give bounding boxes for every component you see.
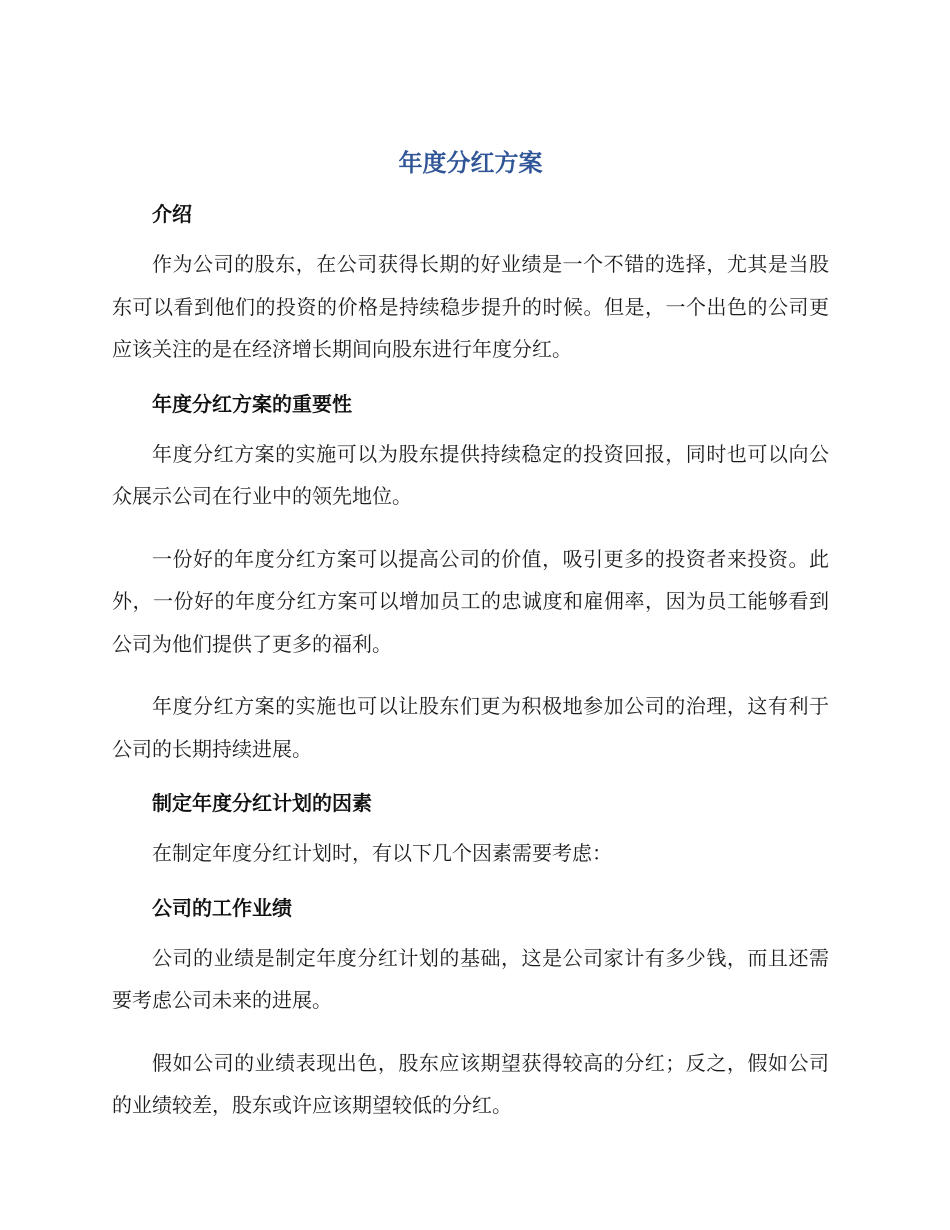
- section-heading-factors: 制定年度分红计划的因素: [152, 791, 372, 815]
- paragraph: 年度分红方案的实施也可以让股东们更为积极地参加公司的治理，这有利于公司的长期持续进展。: [112, 694, 829, 761]
- paragraph: 一份好的年度分红方案可以提高公司的价值，吸引更多的投资者来投资。此外，一份好的年度分红方案可以增加员工的忠诚度和雇佣率，因为员工能够看到公司为他们提供了更多的福利。: [112, 546, 829, 656]
- paragraph: 作为公司的股东，在公司获得长期的好业绩是一个不错的选择，尤其是当股东可以看到他们的投资的价格是持续稳步提升的时候。但是，一个出色的公司更应该关注的是在经济增长期间向股东进行年度分红。: [112, 252, 829, 361]
- section-heading-performance: 公司的工作业绩: [152, 895, 292, 920]
- section-heading-intro: 介绍: [152, 202, 192, 226]
- paragraph: 在制定年度分红计划时，有以下几个因素需要考虑：: [152, 841, 612, 865]
- document-body: [112, 145, 829, 1147]
- paragraph: 年度分红方案的实施可以为股东提供持续稳定的投资回报，同时也可以向公众展示公司在行业中的领先地位。: [112, 441, 829, 508]
- paragraph: 公司的业绩是制定年度分红计划的基础，这是公司家计有多少钱，而且还需要考虑公司未来的进展。: [112, 945, 829, 1012]
- section-heading-importance: 年度分红方案的重要性: [152, 391, 352, 416]
- document-title: 年度分红方案: [398, 149, 543, 177]
- paragraph: 假如公司的业绩表现出色，股东应该期望获得较高的分红；反之，假如公司的业绩较差，股东或许应该期望较低的分红。: [112, 1050, 829, 1117]
